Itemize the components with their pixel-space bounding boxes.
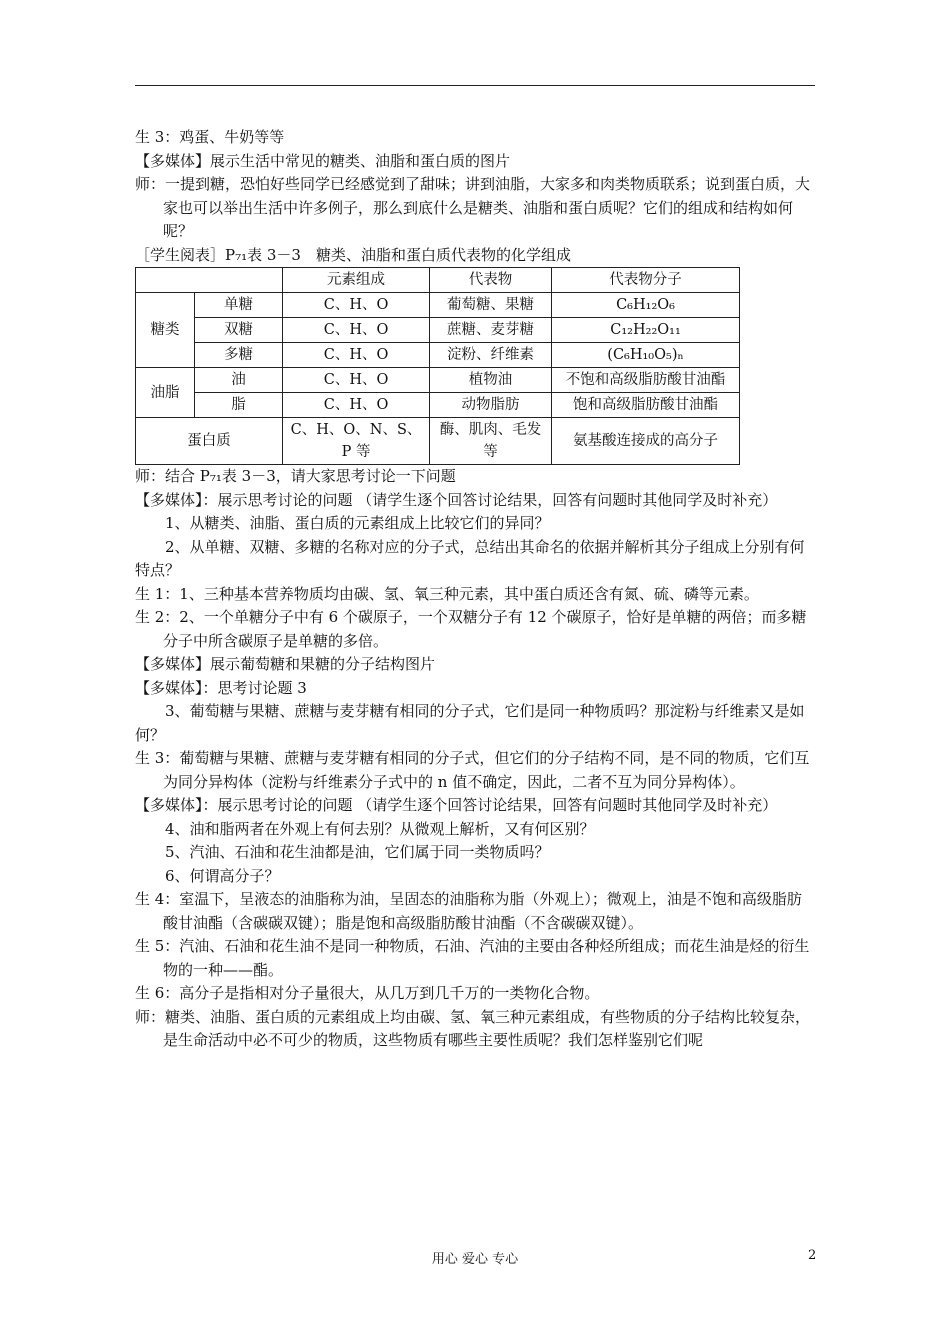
group-label: 蛋白质 [136, 418, 283, 465]
composition-table [135, 267, 740, 465]
page-number: 2 [808, 1248, 817, 1263]
table-row [136, 393, 740, 418]
table-cell: C、H、O [283, 293, 430, 318]
paragraph: 生 4：室温下，呈液态的油脂称为油，呈固态的油脂称为脂（外观上）；微观上，油是不饱和高级脂肪酸甘油酯（含碳碳双键）；脂是饱和高级脂肪酸甘油酯（不含碳碳双键）。 [135, 890, 802, 932]
table-row [136, 343, 740, 368]
paragraph: 师：糖类、油脂、蛋白质的元素组成上均由碳、氢、氧三种元素组成，有些物质的分子结构比较复杂，是生命活动中必不可少的物质，这些物质有哪些主要性质呢？我们怎样鉴别它们呢 [135, 1007, 811, 1049]
paragraph: 【多媒体】展示葡萄糖和果糖的分子结构图片 [135, 655, 436, 673]
table-cell: 双糖 [195, 318, 283, 343]
table-cell: 饱和高级脂肪酸甘油酯 [552, 393, 740, 418]
paragraph: 【多媒体】：展示思考讨论的问题 （请学生逐个回答讨论结果，回答有问题时其他同学及时补充） [135, 796, 778, 814]
table-cell [136, 268, 283, 293]
table-cell: C、H、O [283, 318, 430, 343]
table-cell: C、H、O [283, 343, 430, 368]
table-cell: C、H、O [283, 368, 430, 393]
table-cell: 油 [195, 368, 283, 393]
paragraph: 【多媒体】展示生活中常见的糖类、油脂和蛋白质的图片 [135, 151, 511, 170]
group-label: 糖类 [136, 293, 195, 368]
question: 5、汽油、石油和花生油都是油，它们属于同一类物质吗？ [165, 843, 550, 861]
paragraph: 生 3：鸡蛋、牛奶等等 [135, 128, 285, 146]
table-cell: 葡萄糖、果糖 [430, 293, 552, 318]
paragraph: 师：结合 P₇₁表 3－3，请大家思考讨论一下问题 [135, 467, 456, 485]
table-cell: C、H、O [283, 393, 430, 418]
table-cell: 氨基酸连接成的高分子 [552, 418, 740, 465]
paragraph: 生 6：高分子是指相对分子量很大，从几万到几千万的一类物化合物。 [135, 984, 600, 1002]
paragraph: 【多媒体】：思考讨论题 3 [135, 678, 307, 697]
table-header: 代表物分子 [552, 268, 740, 293]
paragraph: 生 1：1、三种基本营养物质均由碳、氢、氧三种元素，其中蛋白质还含有氮、硫、磷等元素。 [135, 584, 759, 603]
table-cell: 单糖 [195, 293, 283, 318]
question: 3、葡萄糖与果糖、蔗糖与麦芽糖有相同的分子式，它们是同一种物质吗？那淀粉与纤维素又是如何？ [135, 702, 805, 744]
table-cell: (C₆H₁₀O₅)ₙ [552, 343, 740, 368]
table-cell: 蔗糖、麦芽糖 [430, 318, 552, 343]
table-row [136, 418, 740, 465]
paragraph: 【多媒体】：展示思考讨论的问题 （请学生逐个回答讨论结果，回答有问题时其他同学及时补充） [135, 490, 778, 509]
table-cell: 多糖 [195, 343, 283, 368]
group-label: 油脂 [136, 368, 195, 418]
paragraph: 生 2：2、一个单糖分子中有 6 个碳原子，一个双糖分子有 12 个碳原子，恰好是单糖的两倍；而多糖分子中所含碳原子是单糖的多倍。 [135, 608, 807, 650]
footer-text: 用心 爱心 专心 [431, 1252, 519, 1267]
table-cell: C₆H₁₂O₆ [552, 293, 740, 318]
table-row [136, 293, 740, 318]
table-cell: 动物脂肪 [430, 393, 552, 418]
table-header-row [136, 268, 740, 293]
table-header: 代表物 [430, 268, 552, 293]
question: 6、何谓高分子？ [165, 866, 280, 885]
table-cell: 酶、肌肉、毛发等 [430, 418, 552, 465]
table-caption: ［学生阅表］P₇₁表 3－3 糖类、油脂和蛋白质代表物的化学组成 [135, 245, 571, 264]
table-row [136, 318, 740, 343]
table-cell: C、H、O、N、S、P 等 [283, 418, 430, 465]
paragraph: 师：一提到糖，恐怕好些同学已经感觉到了甜味；讲到油脂，大家多和肉类物质联系；说到蛋白质，大家也可以举出生活中许多例子，那么到底什么是糖类、油脂和蛋白质呢？它们的组成和结构如何呢？ [135, 175, 811, 240]
table-cell: 脂 [195, 393, 283, 418]
header-rule [135, 85, 815, 86]
table-row [136, 368, 740, 393]
question: 1、从糖类、油脂、蛋白质的元素组成上比较它们的异同？ [165, 514, 550, 532]
table-cell: 淀粉、纤维素 [430, 343, 552, 368]
table-header: 元素组成 [283, 268, 430, 293]
paragraph: 生 5：汽油、石油和花生油不是同一种物质，石油、汽油的主要由各种烃所组成；而花生油是烃的衍生物的一种——酯。 [135, 937, 810, 979]
paragraph: 生 3：葡萄糖与果糖、蔗糖与麦芽糖有相同的分子式，但它们的分子结构不同，是不同的物质，它们互为同分异构体（淀粉与纤维素分子式中的 n 值不确定，因此，二者不互为同分异构体）。 [135, 749, 810, 791]
table-cell: 植物油 [430, 368, 552, 393]
table-cell: 不饱和高级脂肪酸甘油酯 [552, 368, 740, 393]
question: 2、从单糖、双糖、多糖的名称对应的分子式，总结出其命名的依据并解析其分子组成上分别有何特点？ [135, 537, 805, 579]
document-body [135, 126, 815, 1053]
table-cell: C₁₂H₂₂O₁₁ [552, 318, 740, 343]
question: 4、油和脂两者在外观上有何去别？从微观上解析，又有何区别？ [165, 819, 595, 838]
